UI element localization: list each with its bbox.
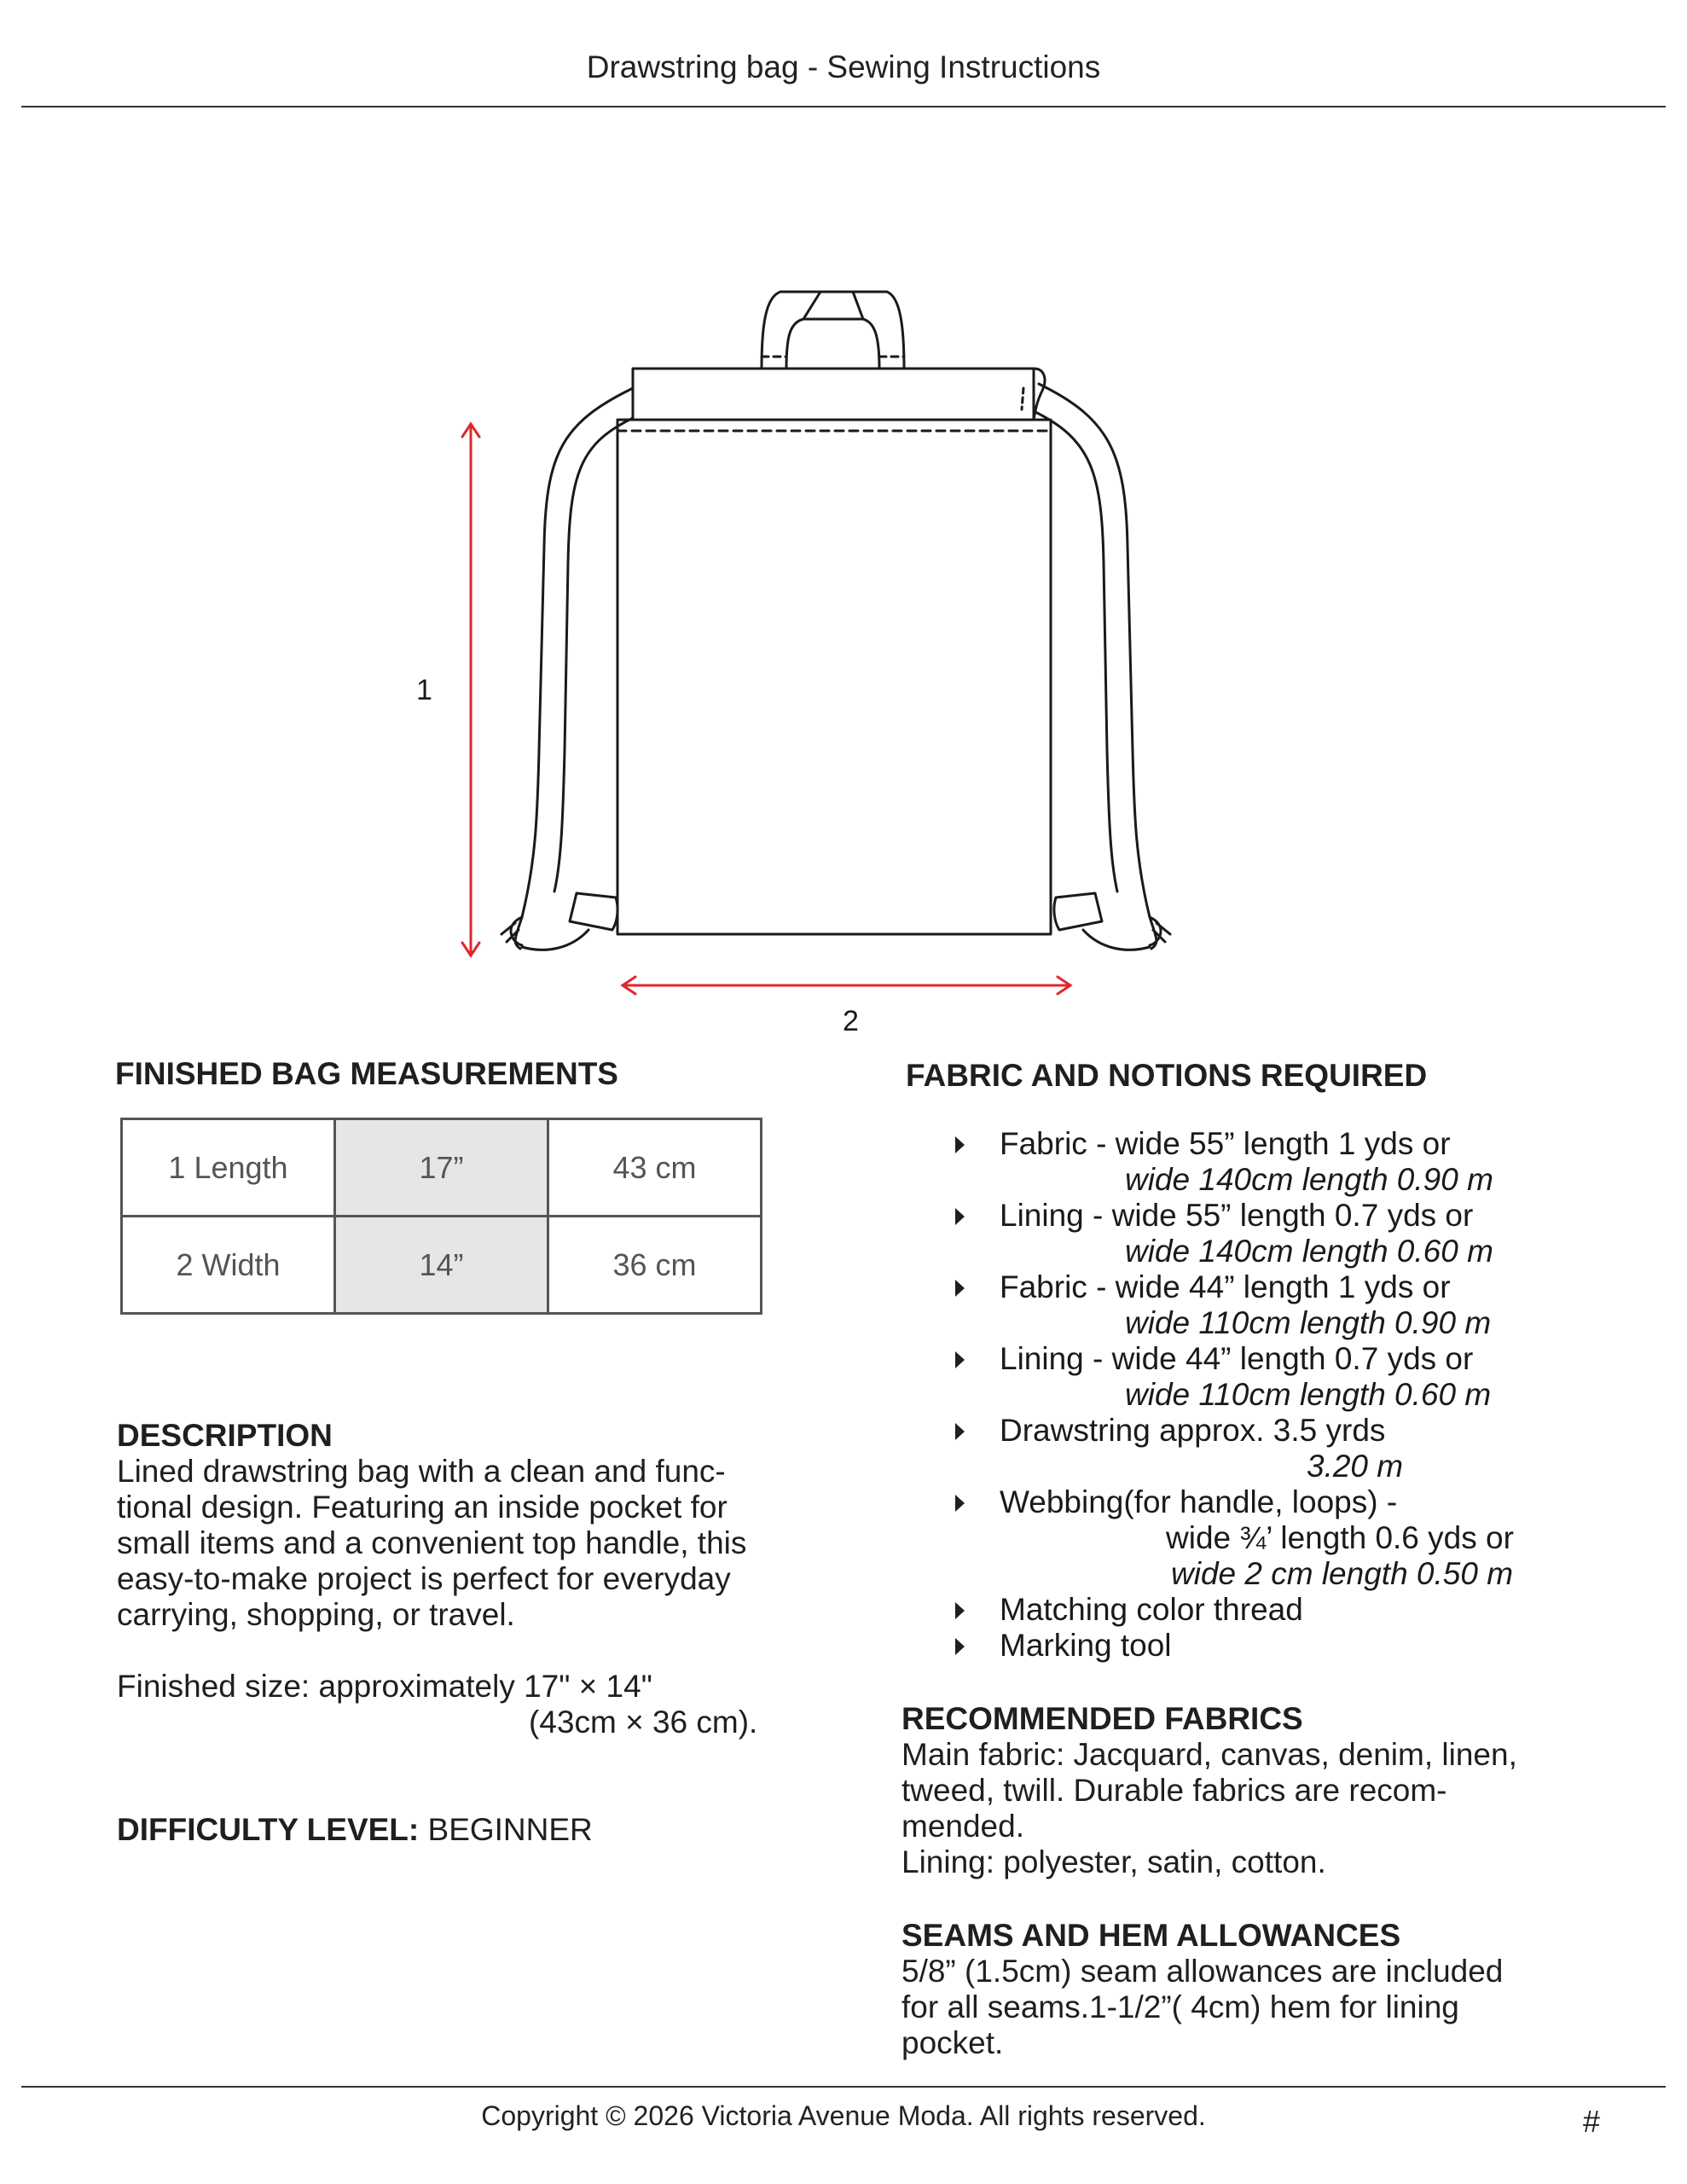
item-main: Lining - wide 55” length 0.7 yds or xyxy=(1000,1198,1474,1233)
item-metric: wide 140cm length 0.90 m xyxy=(1125,1162,1493,1197)
item-metric: wide 110cm length 0.90 m xyxy=(1125,1305,1492,1340)
length-label: 1 xyxy=(416,674,432,706)
item-main: Drawstring approx. 3.5 yrds xyxy=(1000,1413,1386,1448)
table-row xyxy=(122,1119,762,1217)
difficulty-value: BEGINNER xyxy=(427,1812,593,1847)
description-line: tional design. Featuring an inside pocket for xyxy=(117,1490,728,1525)
recommended-line: mended. xyxy=(901,1809,1024,1844)
measurement-cm: 36 cm xyxy=(548,1217,762,1314)
item-main: Lining - wide 44” length 0.7 yds or xyxy=(1000,1341,1474,1376)
list-item xyxy=(955,1198,1603,1269)
bullet-triangle-icon xyxy=(955,1495,965,1512)
item-metric: wide 140cm length 0.60 m xyxy=(1125,1234,1493,1269)
item-main: Webbing(for handle, loops) - xyxy=(1000,1484,1398,1519)
measurements-heading: FINISHED BAG MEASUREMENTS xyxy=(115,1056,618,1091)
item-metric: 3.20 m xyxy=(1307,1449,1404,1484)
bullet-triangle-icon xyxy=(955,1136,965,1153)
item-main: Fabric - wide 55” length 1 yds or xyxy=(1000,1126,1451,1161)
description-line: Lined drawstring bag with a clean and func- xyxy=(117,1454,726,1489)
bullet-triangle-icon xyxy=(955,1280,965,1297)
page-title: Drawstring bag - Sewing Instructions xyxy=(586,49,1101,84)
bullet-triangle-icon xyxy=(955,1638,965,1655)
drawstring-bag-illustration xyxy=(0,0,1687,1058)
recommended-heading: RECOMMENDED FABRICS xyxy=(901,1701,1303,1736)
finished-size-line-1: Finished size: approximately 17" × 14" xyxy=(117,1669,652,1704)
measurement-label: 1 Length xyxy=(122,1119,335,1217)
list-item xyxy=(955,1484,1603,1592)
measurement-inches: 17” xyxy=(335,1119,548,1217)
difficulty-label: DIFFICULTY LEVEL: xyxy=(117,1812,420,1847)
fabric-list xyxy=(955,1126,1603,1664)
list-item xyxy=(955,1628,1603,1664)
item-imperial: wide ¾’ length 0.6 yds or xyxy=(1166,1520,1514,1555)
list-item xyxy=(955,1126,1603,1198)
finished-size-line-2: (43cm × 36 cm). xyxy=(529,1705,758,1740)
left-drawstring-drawing xyxy=(501,388,633,950)
bag-body-drawing xyxy=(617,420,1051,934)
bullet-triangle-icon xyxy=(955,1351,965,1368)
item-main: Fabric - wide 44” length 1 yds or xyxy=(1000,1269,1451,1304)
bullet-triangle-icon xyxy=(955,1423,965,1440)
width-label: 2 xyxy=(843,1005,859,1037)
recommended-line: Main fabric: Jacquard, canvas, denim, linen, xyxy=(901,1737,1517,1772)
list-item xyxy=(955,1592,1603,1628)
description-line: small items and a convenient top handle, this xyxy=(117,1525,747,1560)
measurement-cm: 43 cm xyxy=(548,1119,762,1217)
page-number: # xyxy=(1583,2104,1601,2139)
measurement-inches: 14” xyxy=(335,1217,548,1314)
recommended-line: tweed, twill. Durable fabrics are recom- xyxy=(901,1773,1447,1808)
seams-heading: SEAMS AND HEM ALLOWANCES xyxy=(901,1918,1401,1953)
measurements-table xyxy=(120,1118,762,1315)
copyright-text: Copyright © 2026 Victoria Avenue Moda. All rights reserved. xyxy=(481,2100,1206,2131)
seams-line: 5/8” (1.5cm) seam allowances are included xyxy=(901,1954,1504,1989)
recommended-text xyxy=(901,1737,1652,1880)
seams-text xyxy=(901,1954,1652,2061)
drawstring-casing-drawing xyxy=(633,369,1045,420)
difficulty-level xyxy=(117,1812,593,1848)
right-drawstring-drawing xyxy=(1034,384,1170,950)
description-text xyxy=(117,1454,816,1633)
list-item xyxy=(955,1413,1603,1484)
table-row xyxy=(122,1217,762,1314)
bullet-triangle-icon xyxy=(955,1602,965,1619)
seams-line: pocket. xyxy=(901,2025,1004,2060)
bullet-triangle-icon xyxy=(955,1208,965,1225)
footer-divider xyxy=(21,2086,1666,2088)
recommended-line: Lining: polyester, satin, cotton. xyxy=(901,1844,1326,1879)
item-metric: wide 2 cm length 0.50 m xyxy=(1171,1556,1514,1591)
item-metric: wide 110cm length 0.60 m xyxy=(1125,1377,1492,1412)
measurement-label: 2 Width xyxy=(122,1217,335,1314)
description-line: carrying, shopping, or travel. xyxy=(117,1597,515,1632)
handle-drawing xyxy=(762,292,904,369)
description-heading: DESCRIPTION xyxy=(117,1418,333,1453)
item-main: Matching color thread xyxy=(1000,1592,1303,1627)
list-item xyxy=(955,1341,1603,1413)
fabric-heading: FABRIC AND NOTIONS REQUIRED xyxy=(906,1058,1428,1093)
description-line: easy-to-make project is perfect for everyday xyxy=(117,1561,731,1596)
item-main: Marking tool xyxy=(1000,1628,1172,1663)
list-item xyxy=(955,1269,1603,1341)
seams-line: for all seams.1-1/2”( 4cm) hem for lining xyxy=(901,1989,1459,2024)
